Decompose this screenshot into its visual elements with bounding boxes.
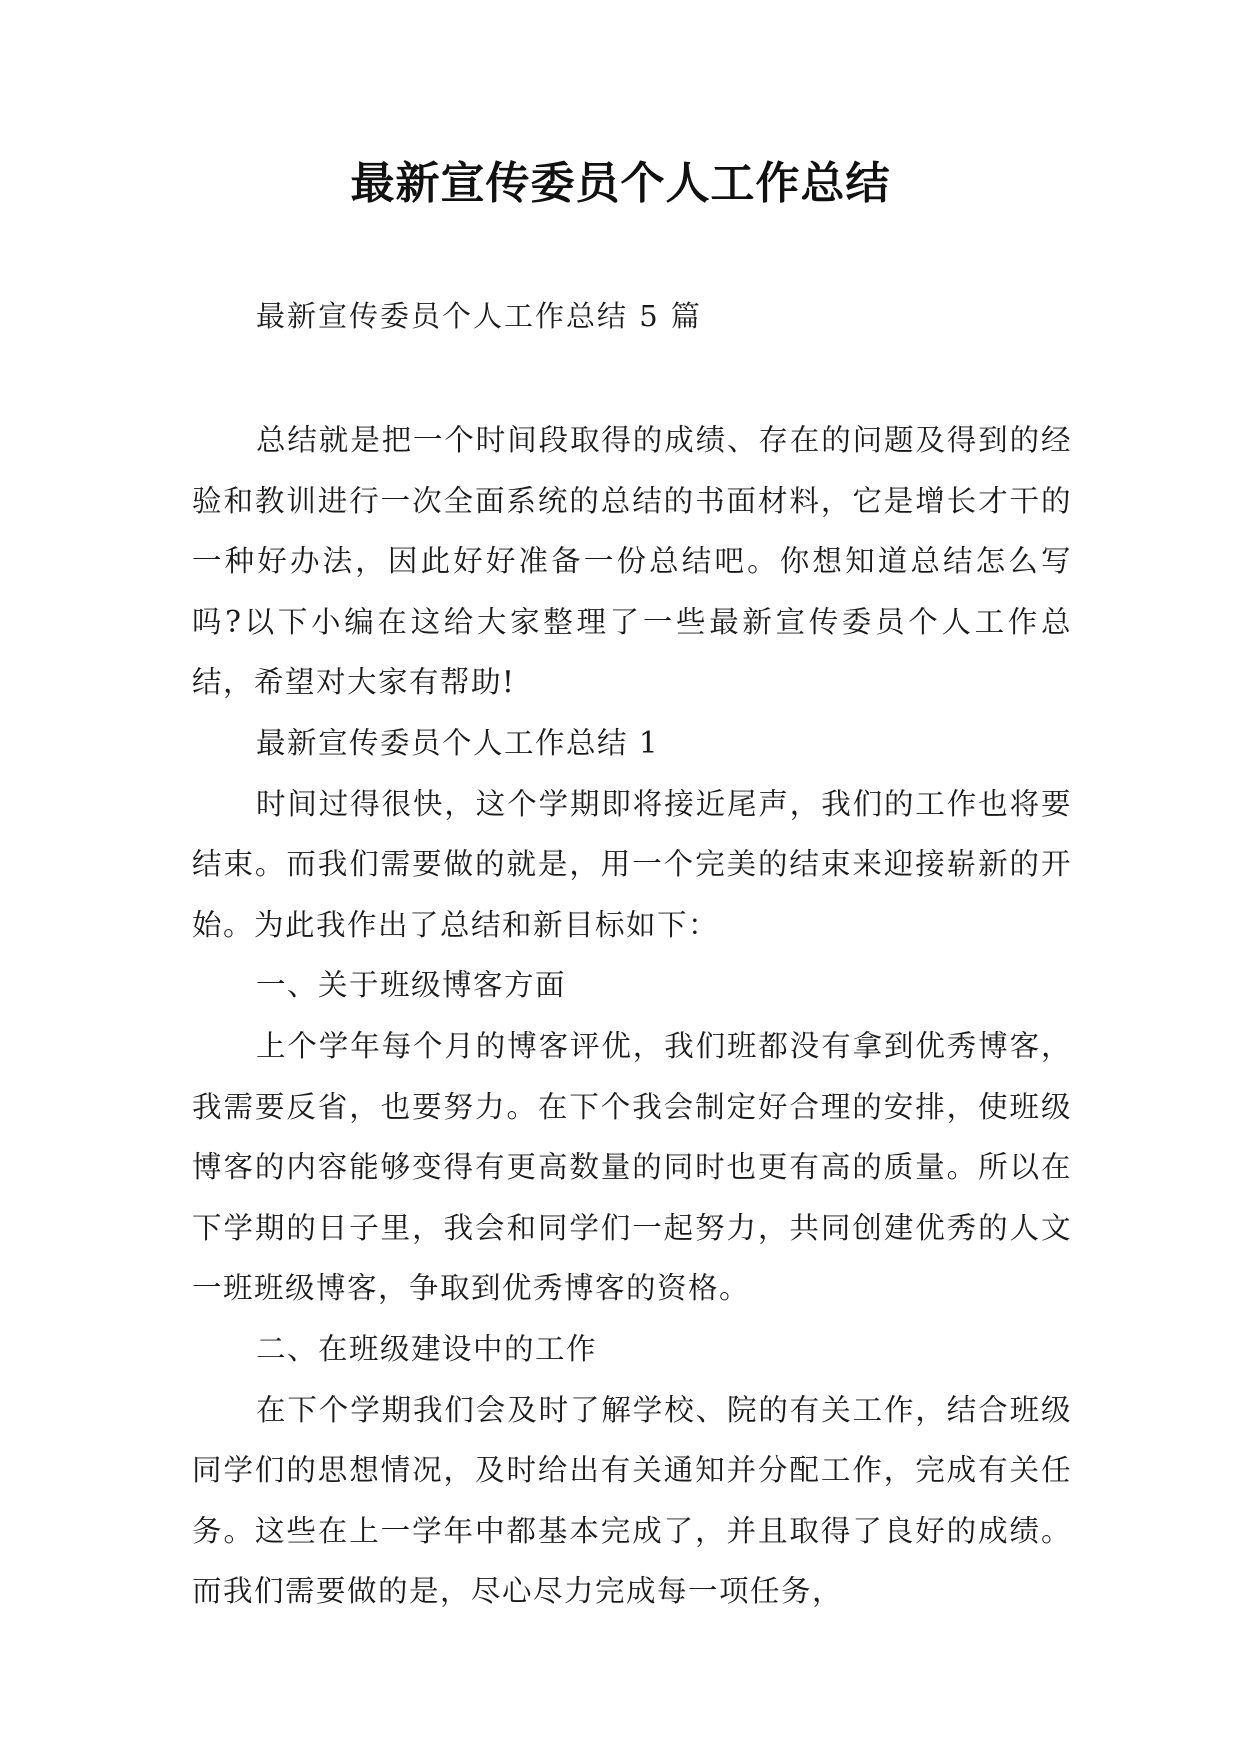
paragraph-intro: 总结就是把一个时间段取得的成绩、存在的问题及得到的经验和教训进行一次全面系统的总结的书面材料，它是增长才干的一种好办法，因此好好准备一份总结吧。你想知道总结怎么写吗?以下小编在这给大家整理了一些最新宣传委员个人工作总结，希望对大家有帮助!: [192, 423, 1072, 700]
section-heading-summary-1: 最新宣传委员个人工作总结 1: [256, 725, 660, 760]
section-heading-blog: 一、关于班级博客方面: [256, 968, 567, 1003]
document-body: [192, 410, 1072, 1622]
paragraph-opening: 时间过得很快，这个学期即将接近尾声，我们的工作也将要结束。而我们需要做的就是，用一个完美的结束来迎接崭新的开始。为此我作出了总结和新目标如下：: [192, 786, 1072, 942]
paragraph-class-building: 在下个学期我们会及时了解学校、院的有关工作，结合班级同学们的思想情况，及时给出有关通知并分配工作，完成有关任务。这些在上一学年中都基本完成了，并且取得了良好的成绩。而我们需要做的是，尽心尽力完成每一项任务，: [192, 1392, 1072, 1609]
paragraph-blog: 上个学年每个月的博客评优，我们班都没有拿到优秀博客，我需要反省，也要努力。在下个我会制定好合理的安排，使班级博客的内容能够变得有更高数量的同时也更有高的质量。所以在下学期的日子里，我会和同学们一起努力，共同创建优秀的人文一班班级博客，争取到优秀博客的资格。: [192, 1028, 1072, 1306]
document-title: 最新宣传委员个人工作总结: [350, 158, 891, 209]
document-subtitle: 最新宣传委员个人工作总结 5 篇: [256, 299, 702, 333]
section-heading-class-building: 二、在班级建设中的工作: [256, 1331, 598, 1366]
